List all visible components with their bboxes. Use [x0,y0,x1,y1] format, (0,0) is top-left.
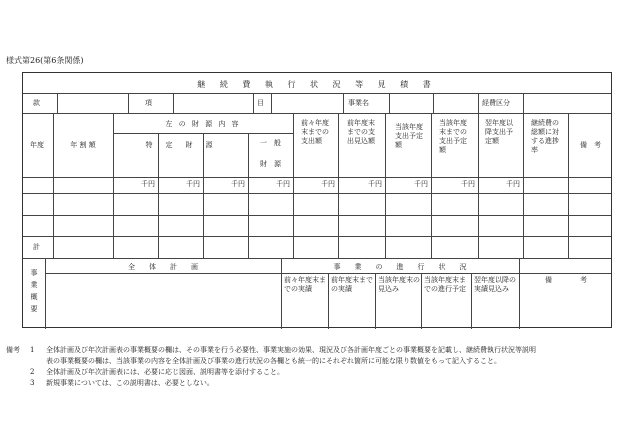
tougai-made-header: 当該年度末までの支出予定額 [439,119,467,154]
notes-lead: 備考 [6,346,20,354]
rule [433,93,434,113]
form-title: 継 続 費 執 行 状 況 等 見 積 書 [197,80,437,89]
unit-label: 千円 [186,180,200,188]
ippan-header: 一 般 [260,139,281,147]
nenwarigaku-header: 年 割 額 [70,141,96,149]
rule [203,133,204,258]
note-number: 3 [30,379,35,387]
note-text: 全体計画及び年次計画表には、必要に応じ図面、説明書等を添付すること。 [46,368,284,376]
unit-label: 千円 [231,180,245,188]
note-number: 2 [30,368,35,376]
keihi-kubun-label: 経費区分 [482,99,510,107]
rule [389,93,390,113]
nendo-header: 年度 [30,141,44,149]
bikou-header: 備 考 [580,141,601,149]
tokutei-zaigen-header: 特 定 財 源 [145,141,216,149]
rule [158,133,159,258]
unit-label: 千円 [141,180,155,188]
rule [375,273,376,329]
zenzen-header: 前々年度末までの支出額 [301,119,329,145]
zennen-header: 前年度末までの支出見込額 [347,119,375,145]
unit-label: 千円 [506,180,520,188]
total-label: 計 [33,243,40,251]
rule [421,273,422,329]
rule [253,93,254,113]
rule [23,258,611,259]
form-number-label: 様式第26(第6条関係) [6,56,84,65]
rule [328,273,329,329]
jigyou-gaiyou-label: 事業概要 [30,269,38,313]
note-text-continued: 表の事業概要の欄は、当該事業の内容を全体計画及び事業の進行状況の各欄とも統一的にそれぞれ箇所に可能な限り数値をもって記入すること。 [46,357,501,365]
rule [128,93,129,113]
unit-label: 千円 [461,180,475,188]
tougai-shishutsu-header: 当該年度支出予定額 [395,123,423,149]
rule [248,133,249,258]
zaigen-naiyou-header: 左 の 財 源 内 容 [165,120,241,128]
unit-label: 千円 [414,180,428,188]
kan-label: 款 [33,99,40,107]
rule [271,93,272,113]
gaiyou-bikou-header: 備 考 [545,276,587,284]
gaiyou-sub3: 当該年度末の見込み [378,276,420,293]
notes-section [6,345,624,389]
unit-label: 千円 [276,180,290,188]
note-item [6,345,624,356]
gaiyou-sub2: 前年度末までの実績 [331,276,373,293]
rule [57,93,58,113]
note-item [6,367,624,378]
kou-label: 項 [145,99,152,107]
rule [568,113,569,258]
unit-label: 千円 [368,180,382,188]
rule [523,93,524,113]
rule [471,273,472,329]
jigyou-mei-label: 事業名 [348,99,369,107]
gaiyou-sub5: 翌年度以降の実績見込み [474,276,516,293]
estimate-form-table [22,72,612,328]
note-text: 全体計画及び年次計画表の事業概要の欄は、その事業を行う必要性、事業実施の効果、現況及び各計画年度ごとの事業概要を記載し、継続費執行状況等説明 [46,346,536,354]
gaiyou-sub4: 当該年度末までの進行予定 [424,276,466,293]
zentai-keikaku-header: 全 体 計 画 [128,263,198,271]
moku-label: 目 [257,99,264,107]
shinkou-joukyou-header: 事 業 の 進 行 状 況 [333,263,467,271]
yokunen-header: 翌年度以降支出予定額 [485,119,513,145]
rule [519,258,520,329]
rule [53,113,54,258]
keizoku-header: 継続費の総額に対する進捗率 [531,119,559,154]
rule [523,113,524,258]
gaiyou-sub1: 前々年度末までの実績 [284,276,326,293]
note-text: 新規事業については、この説明書は、必要としない。 [46,379,214,387]
note-number: 1 [30,346,35,354]
rule [173,93,174,113]
zaigen-header: 財 源 [260,160,281,168]
note-item [6,378,624,389]
rule [478,93,479,113]
rule [343,93,344,113]
unit-label: 千円 [321,180,335,188]
